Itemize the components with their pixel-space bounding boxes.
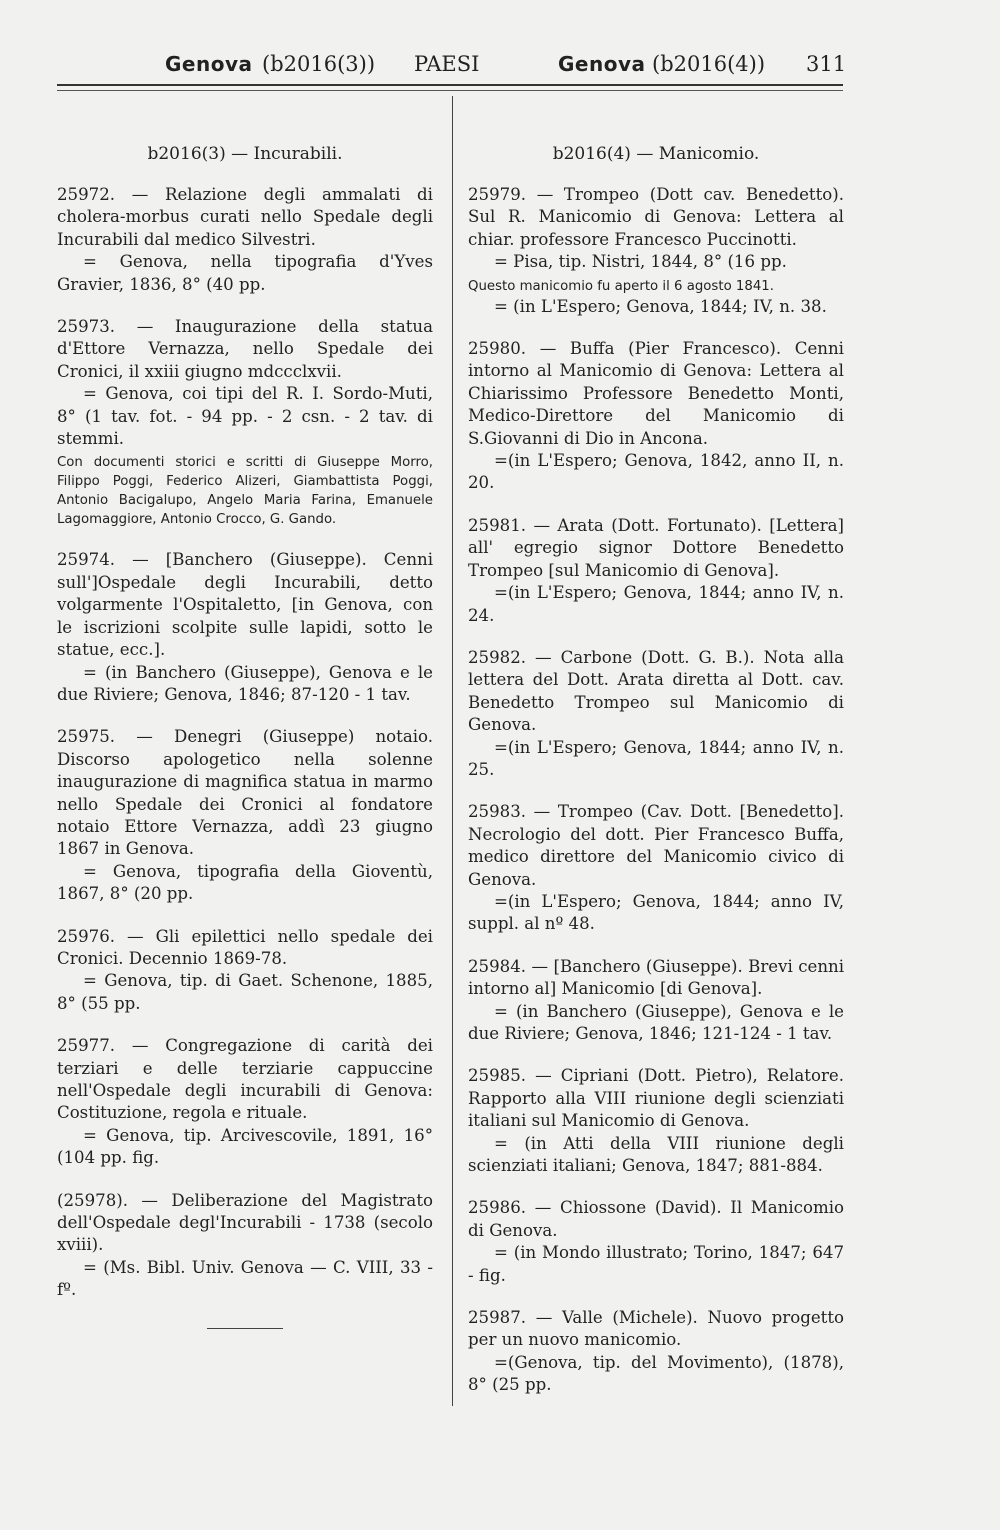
entry bbox=[468, 515, 844, 627]
entry-note: Questo manicomio fu aperto il 6 agosto 1841. bbox=[468, 278, 774, 294]
entry-text: 25985. — Cipriani (Dott. Pietro), Relatore. Rapporto alla VIII riunione degli scienziati italiani sul Manicomio di Genova. bbox=[468, 1066, 844, 1131]
page-number: 311 bbox=[806, 52, 847, 76]
entry bbox=[57, 549, 433, 706]
entry-publication: = (in Mondo illustrato; Torino, 1847; 647 - fig. bbox=[468, 1243, 844, 1285]
entry-publication: = Genova, coi tipi del R. I. Sordo-Muti, 8° (1 tav. fot. - 94 pp. - 2 csn. - 2 tav. di stemmi. bbox=[57, 384, 433, 449]
entry-publication: =(in L'Espero; Genova, 1842, anno II, n. 20. bbox=[468, 451, 844, 493]
entry bbox=[57, 1035, 433, 1169]
header-left-place: Genova bbox=[165, 52, 253, 76]
entry-note: Con documenti storici e scritti di Giuseppe Morro, Filippo Poggi, Federico Alizeri, Giambattista Poggi, Antonio Bacigalupo, Angelo Maria Farina, Emanuele Lagomaggiore, Antonio Crocco, G. Gando. bbox=[57, 455, 433, 528]
entry-text: 25973. — Inaugurazione della statua d'Ettore Vernazza, nello Spedale dei Cronici, il xxiii giugno mdccclxvii. bbox=[57, 317, 433, 381]
entry bbox=[57, 1190, 433, 1302]
header-left-code: (b2016(3)) bbox=[262, 52, 376, 76]
entry-text: 25983. — Trompeo (Cav. Dott. [Benedetto]. Necrologio del dott. Pier Francesco Buffa, medico direttore del Manicomio civico di Genova. bbox=[468, 802, 844, 889]
entry-publication: = Genova, tip. Arcivescovile, 1891, 16° (104 pp. fig. bbox=[57, 1125, 433, 1168]
entry-publication: =(Genova, tip. del Movimento), (1878), 8° (25 pp. bbox=[468, 1352, 844, 1395]
entry-publication: =(in L'Espero; Genova, 1844; anno IV, n. 25. bbox=[468, 737, 844, 779]
entry-text: 25987. — Valle (Michele). Nuovo progetto per un nuovo manicomio. bbox=[468, 1308, 844, 1350]
header-rule bbox=[57, 84, 843, 86]
entry bbox=[468, 1197, 844, 1287]
entry-text: 25984. — [Banchero (Giuseppe). Brevi cenni intorno al] Manicomio [di Genova]. bbox=[468, 956, 844, 999]
entry-publication: =(in L'Espero; Genova, 1844; anno IV, n. 24. bbox=[468, 583, 844, 625]
entry-text: 25979. — Trompeo (Dott cav. Benedetto). Sul R. Manicomio di Genova: Lettera al chiar. professore Francesco Puccinotti. bbox=[468, 185, 844, 249]
section-heading: b2016(3) — Incurabili. bbox=[147, 144, 343, 164]
header-center-title: PAESI bbox=[414, 52, 480, 76]
entry bbox=[468, 338, 844, 495]
entry-text: 25981. — Arata (Dott. Fortunato). [Lettera] all' egregio signor Dottore Benedetto Trompeo [sul Manicomio di Genova]. bbox=[468, 515, 844, 580]
end-rule bbox=[207, 1328, 283, 1329]
entry-publication: = (Ms. Bibl. Univ. Genova — C. VIII, 33 - fº. bbox=[57, 1257, 433, 1300]
entry-publication: = Genova, tip. di Gaet. Schenone, 1885, 8° (55 pp. bbox=[57, 971, 433, 1013]
entry bbox=[468, 1307, 844, 1397]
entry-text: 25975. — Denegri (Giuseppe) notaio. Discorso apologetico nella solenne inaugurazione di magnifica statua in marmo nello Spedale dei Cronici al fondatore notaio Ettore Vernazza, addì 23 giugno 1867 in Genova. bbox=[57, 727, 433, 859]
entry bbox=[468, 647, 844, 781]
entry-text: 25972. — Relazione degli ammalati di cholera-morbus curati nello Spedale degli Incurabili dal medico Silvestri. bbox=[57, 185, 433, 249]
entry-text: 25977. — Congregazione di carità dei terziari e delle terziarie cappuccine nell'Ospedale degli incurabili di Genova: Costituzione, regola e rituale. bbox=[57, 1036, 433, 1123]
entry bbox=[57, 726, 433, 905]
entry bbox=[468, 801, 844, 935]
header-right-code: (b2016(4)) bbox=[652, 52, 766, 76]
column-divider bbox=[452, 96, 453, 1406]
section-heading: b2016(4) — Manicomio. bbox=[552, 144, 760, 164]
entry bbox=[57, 926, 433, 1016]
entry bbox=[468, 956, 844, 1046]
entry bbox=[57, 184, 433, 296]
entry-publication: =(in L'Espero; Genova, 1844; anno IV, suppl. al nº 48. bbox=[468, 891, 844, 934]
entry-text: 25980. — Buffa (Pier Francesco). Cenni intorno al Manicomio di Genova: Lettera al Chiarissimo Professore Benedetto Monti, Medico-Direttore del Manicomio di S.Giovanni di Dio in Ancona. bbox=[468, 339, 844, 448]
entry bbox=[468, 1065, 844, 1177]
entry-publication: = Genova, tipografia della Gioventù, 1867, 8° (20 pp. bbox=[57, 861, 433, 904]
entry-publication: = Pisa, tip. Nistri, 1844, 8° (16 pp. bbox=[494, 252, 787, 272]
header-right-place: Genova bbox=[558, 52, 646, 76]
entry-text: (25978). — Deliberazione del Magistrato dell'Ospedale degl'Incurabili - 1738 (secolo xviii). bbox=[57, 1190, 433, 1255]
left-column bbox=[57, 100, 433, 1329]
entry-text: 25986. — Chiossone (David). Il Manicomio di Genova. bbox=[468, 1198, 844, 1240]
entry bbox=[57, 316, 433, 529]
entry-text: 25976. — Gli epilettici nello spedale dei Cronici. Decennio 1869-78. bbox=[57, 926, 433, 968]
entry-publication: = (in Banchero (Giuseppe), Genova e le due Riviere; Genova, 1846; 87-120 - 1 tav. bbox=[57, 662, 433, 704]
running-header bbox=[0, 44, 1000, 84]
header-rule-thin bbox=[57, 90, 843, 91]
entry bbox=[468, 184, 844, 318]
entry-publication: = (in Banchero (Giuseppe), Genova e le due Riviere; Genova, 1846; 121-124 - 1 tav. bbox=[468, 1001, 844, 1043]
right-column bbox=[468, 100, 844, 1417]
entry-publication: = Genova, nella tipografia d'Yves Gravier, 1836, 8° (40 pp. bbox=[57, 252, 433, 294]
entry-publication: = (in L'Espero; Genova, 1844; IV, n. 38. bbox=[494, 296, 827, 316]
entry-text: 25974. — [Banchero (Giuseppe). Cenni sull']Ospedale degli Incurabili, detto volgarmente l'Ospitaletto, [in Genova, con le iscrizioni scolpite sulle lapidi, sotto le statue, ecc.]. bbox=[57, 550, 433, 660]
entry-text: 25982. — Carbone (Dott. G. B.). Nota alla lettera del Dott. Arata diretta al Dott. cav. Benedetto Trompeo sul Manicomio di Genova. bbox=[468, 647, 844, 735]
entry-publication: = (in Atti della VIII riunione degli scienziati italiani; Genova, 1847; 881-884. bbox=[468, 1133, 844, 1176]
